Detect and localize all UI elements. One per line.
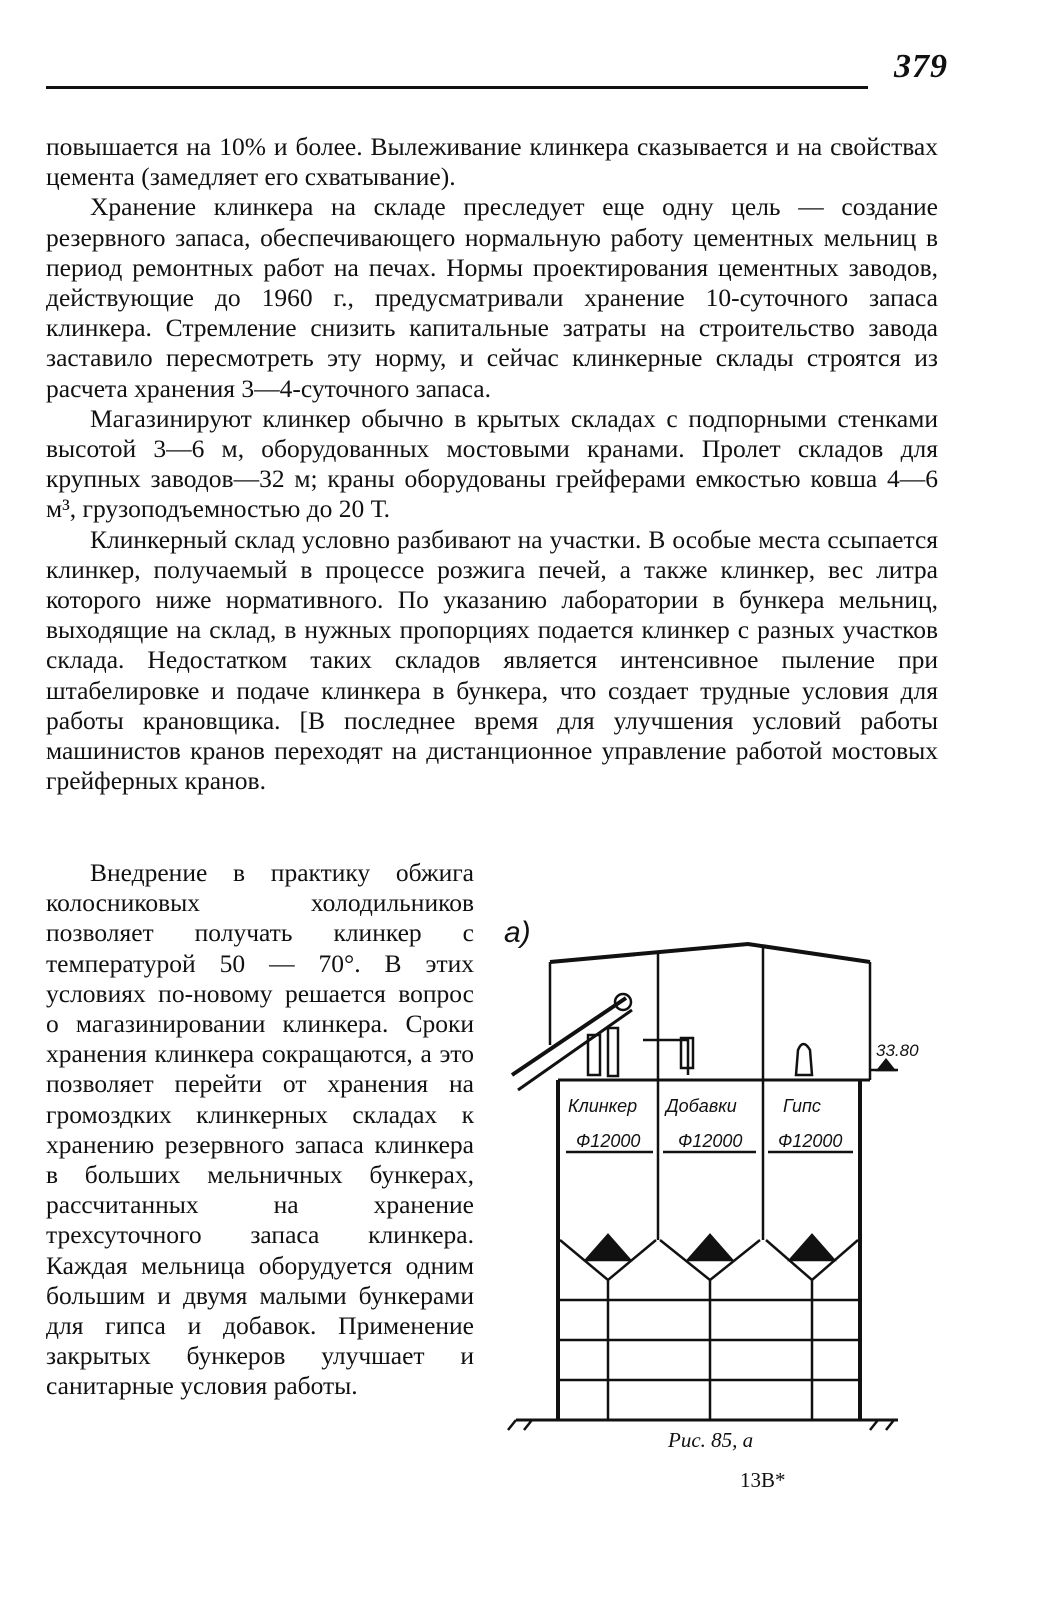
header-rule — [46, 86, 868, 89]
paragraph: повышается на 10% и более. Вылеживание клинкера сказывается и на свойствах цемента (замедляет его схватывание). — [46, 132, 938, 192]
page-number: 379 — [894, 48, 948, 85]
signature-mark: 13В* — [740, 1468, 786, 1492]
panel-label: a) — [504, 916, 531, 949]
paragraph: Магазинируют клинкер обычно в крытых складах с подпорными стенками высотой 3—6 м, оборудованных мостовыми кранами. Пролет складов для крупных заводов—32 м; краны оборудованы грейферами емкостью ковша 4—6 м³, грузоподъемностью до 20 Т. — [46, 403, 938, 524]
wrapped-text — [46, 858, 474, 1402]
bin-label: Гипс — [783, 1096, 821, 1116]
bin-diameter: Ф12000 — [678, 1131, 743, 1151]
bin-label: Клинкер — [568, 1096, 638, 1116]
bin-diameter: Ф12000 — [576, 1131, 641, 1151]
bin-label: Добавки — [666, 1096, 737, 1116]
paragraph: Клинкерный склад условно разбивают на участки. В особые места ссыпается клинкер, получаемый в процессе розжига печей, а также клинкер, вес литра которого ниже нормативного. По указанию лаборатории в бункера мельниц, выходящие на склад, в нужных пропорциях подается клинкер с разных участков склада. Недостатком таких складов является интенсивное пыление при штабелировке и подаче клинкера в бункера, что создает трудные условия для работы крановщика. [В последнее время для улучшения условий работы машинистов кранов переходят на дистанционное управление работой мостовых грейферных кранов. — [46, 524, 938, 796]
paragraph: Внедрение в практику обжига колосниковых холодильников позволяет получать клинкер с температурой 50 — 70°. В этих условиях по-новому решается вопрос о магазинировании клинкера. Сроки хранения клинкера сокращаются, а это позволяет перейти от хранения на громоздких клинкерных складах к хранению резервного запаса клинкера в больших мельничных бункерах, рассчитанных на хранение трехсуточного запаса клинкера. Каждая мельница оборудуется одним большим и двумя малыми бункерами для гипса и добавок. Применение закрытых бункеров улучшает и санитарные условия работы. — [46, 858, 474, 1401]
bin-diameter: Ф12000 — [778, 1131, 843, 1151]
silo-diagram — [498, 900, 938, 1460]
paragraph: Хранение клинкера на складе преследует еще одну цель — создание резервного запаса, обеспечивающего нормальную работу цементных мельниц в период ремонтных работ на печах. Нормы проектирования цементных заводов, действующие до 1960 г., предусматривали хранение 10-суточного запаса клинкера. Стремление снизить капитальные затраты на строительство завода заставило пересмотреть эту норму, и сейчас клинкерные склады строятся из расчета хранения 3—4-суточного запаса. — [46, 192, 938, 403]
elevation-label: 33.80 — [876, 1041, 919, 1060]
figure-caption: Рис. 85, а — [668, 1428, 754, 1452]
body-text — [46, 132, 938, 796]
